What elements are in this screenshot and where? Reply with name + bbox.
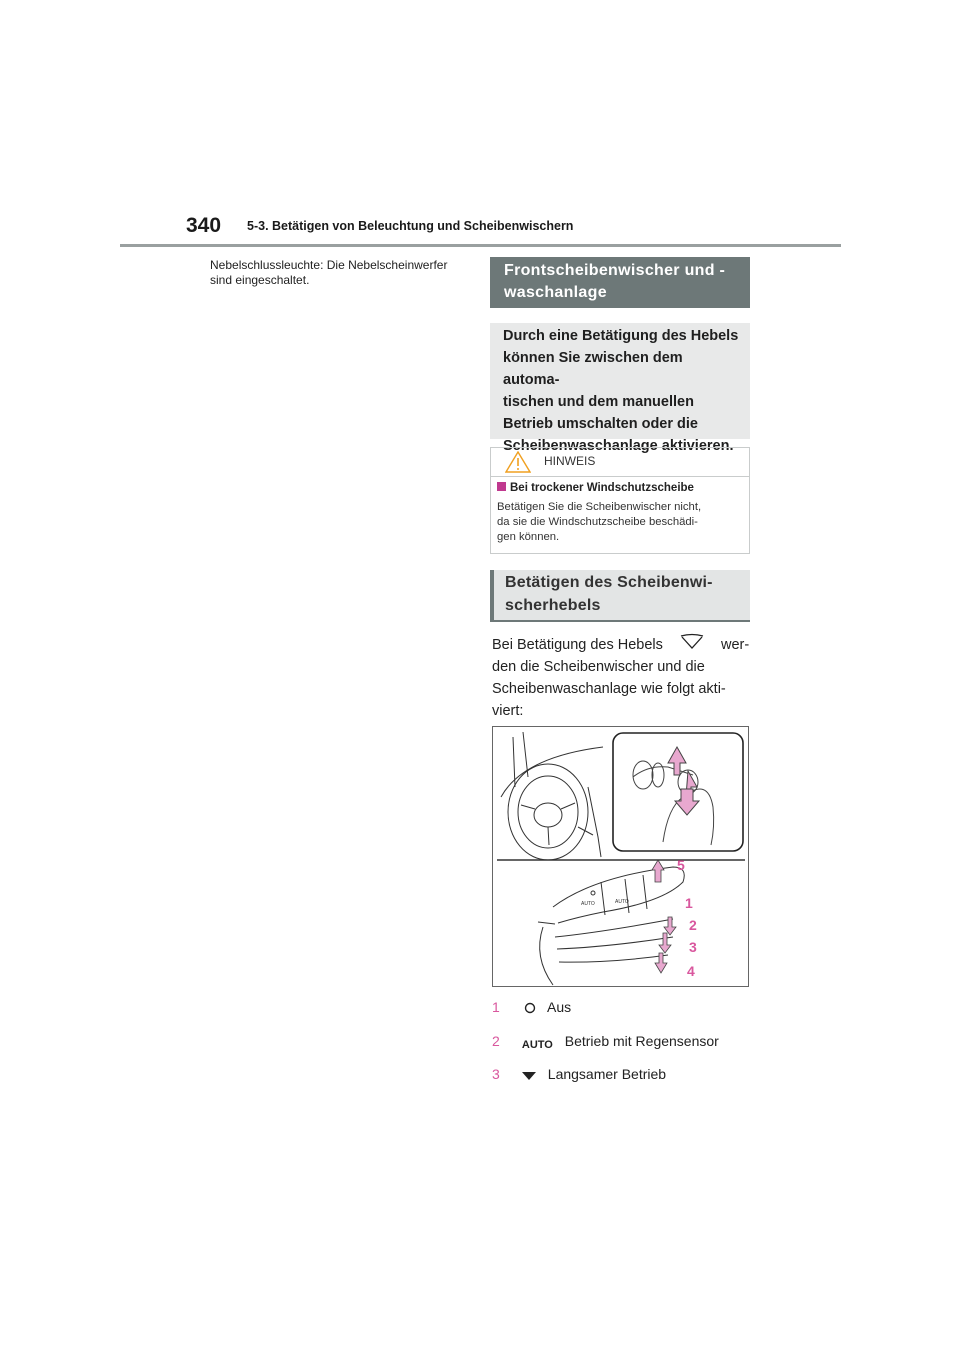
wiper-lever-illustration bbox=[492, 726, 749, 987]
section-title-wiper: Frontscheibenwischer und -waschanlage bbox=[490, 257, 750, 308]
triangle-down-icon bbox=[522, 1068, 536, 1084]
para-text: Bei Betätigung des Hebels bbox=[492, 637, 663, 653]
para-line: den die Scheibenwischer und die bbox=[492, 659, 705, 675]
intro-line: können Sie zwischen dem automa- bbox=[503, 350, 683, 388]
list-label: Aus bbox=[547, 999, 572, 1015]
notice-header bbox=[491, 448, 749, 477]
callout-2: 2 bbox=[689, 917, 697, 933]
list-item bbox=[492, 1033, 719, 1051]
warning-triangle-icon bbox=[505, 451, 531, 478]
notice-label: HINWEIS bbox=[544, 454, 596, 468]
wiper-symbol-icon bbox=[667, 633, 717, 649]
para-line: viert: bbox=[492, 703, 524, 719]
notice-subtitle bbox=[497, 482, 694, 494]
list-item bbox=[492, 1066, 666, 1084]
dashboard-drawing bbox=[501, 732, 603, 860]
notice-subtitle-text: Bei trockener Windschutzscheibe bbox=[510, 482, 694, 494]
intro-line: Scheibenwaschanlage aktivieren. bbox=[503, 438, 734, 454]
list-label: Langsamer Betrieb bbox=[547, 1066, 667, 1082]
notice-box bbox=[490, 447, 750, 554]
left-column-text: Nebelschlussleuchte: Die Nebelscheinwerfer sind eingeschaltet. bbox=[210, 258, 448, 287]
intro-line: Betrieb umschalten oder die bbox=[503, 416, 698, 432]
section-title-lever bbox=[490, 570, 750, 620]
para-line: Scheibenwaschanlage wie folgt akti- bbox=[492, 681, 726, 697]
intro-box bbox=[490, 323, 750, 454]
off-circle-icon bbox=[524, 1001, 536, 1017]
square-bullet-icon bbox=[497, 482, 506, 491]
svg-text:AUTO: AUTO bbox=[581, 901, 595, 907]
page-number: 340 bbox=[186, 214, 222, 237]
chapter-title: 5-3. Betätigen von Beleuchtung und Scheibenwischern bbox=[247, 219, 574, 233]
list-number: 3 bbox=[492, 1066, 500, 1082]
body-paragraph bbox=[492, 633, 754, 722]
svg-text:AUTO: AUTO bbox=[615, 899, 629, 905]
para-line-1 bbox=[492, 633, 754, 656]
intro-line: tischen und dem manuellen bbox=[503, 394, 694, 410]
intro-line: Durch eine Betätigung des Hebels bbox=[503, 328, 739, 344]
header-divider bbox=[120, 244, 841, 247]
notice-line: gen können. bbox=[497, 531, 560, 543]
notice-line: Betätigen Sie die Scheibenwischer nicht, bbox=[497, 501, 702, 513]
callout-1: 1 bbox=[685, 895, 693, 911]
section-title-line: scherhebels bbox=[505, 597, 601, 614]
list-number: 2 bbox=[492, 1033, 500, 1049]
callout-3: 3 bbox=[689, 939, 697, 955]
list-label: Betrieb mit Regensensor bbox=[564, 1033, 719, 1049]
notice-line: da sie die Windschutzscheibe beschädi- bbox=[497, 516, 698, 528]
callout-5: 5 bbox=[677, 857, 685, 873]
list-item bbox=[492, 999, 571, 1017]
para-text: wer- bbox=[720, 637, 750, 653]
callout-4: 4 bbox=[687, 963, 695, 979]
section-title-line: Betätigen des Scheibenwi- bbox=[505, 574, 713, 591]
auto-icon: AUTO bbox=[521, 1039, 553, 1051]
list-number: 1 bbox=[492, 999, 500, 1015]
notice-text bbox=[497, 500, 742, 545]
